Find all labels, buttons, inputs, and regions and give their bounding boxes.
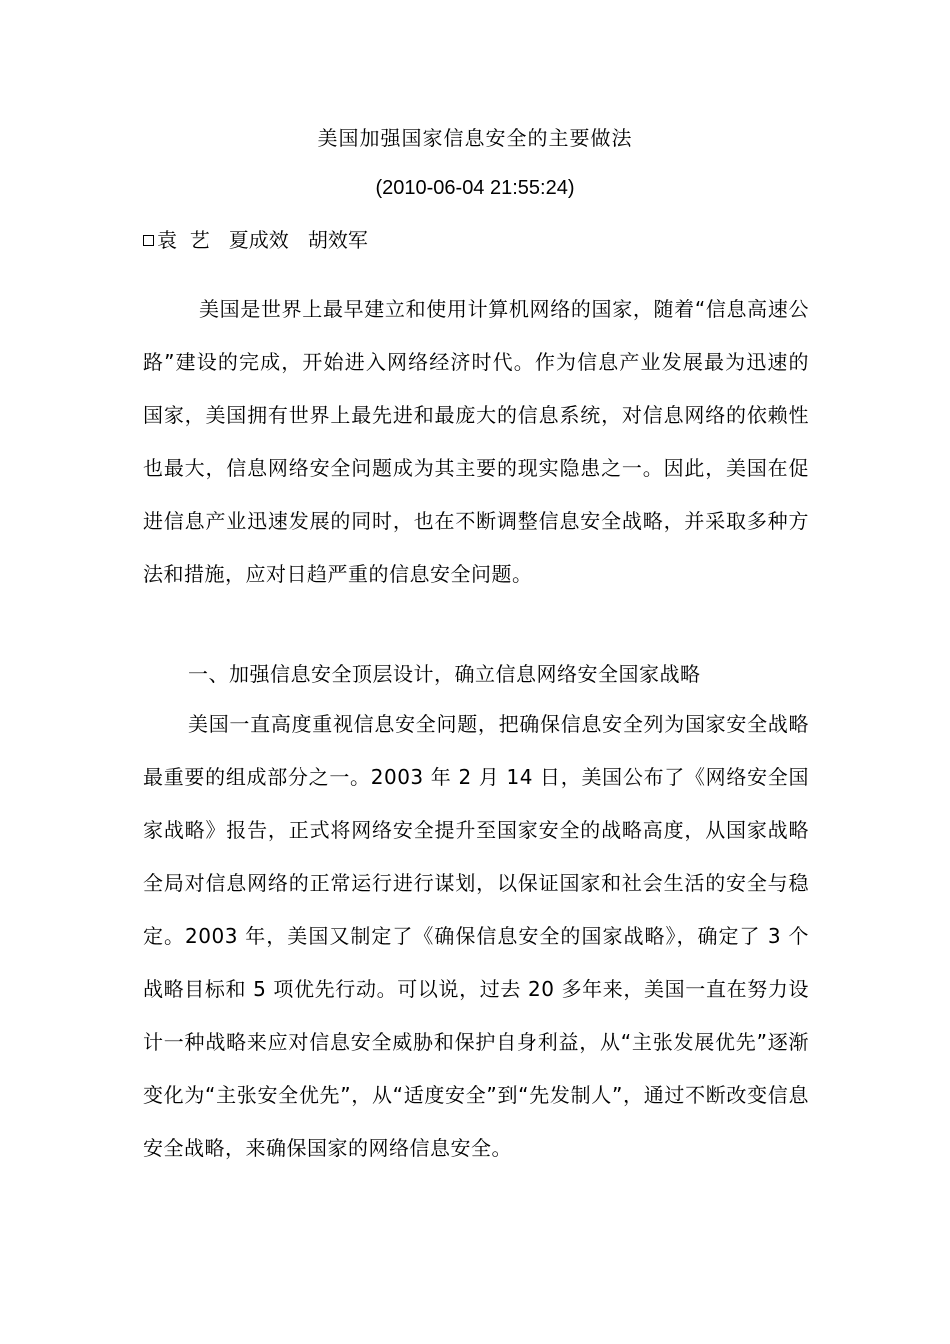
author-names: 袁 艺 夏成效 胡效军: [157, 228, 368, 252]
bullet-box-icon: [143, 235, 154, 246]
document-title: 美国加强国家信息安全的主要做法: [317, 126, 633, 150]
intro-paragraph: 美国是世界上最早建立和使用计算机网络的国家，随着“信息高速公路”建设的完成，开始进入网络经济时代。作为信息产业发展最为迅速的国家，美国拥有世界上最先进和最庞大的信息系统，对信息网络的依赖性也最大，信息网络安全问题成为其主要的现实隐患之一。因此，美国在促进信息产业迅速发展的同时，也在不断调整信息安全战略，并采取多种方法和措施，应对日趋严重的信息安全问题。: [143, 297, 809, 586]
author-line: [143, 226, 368, 254]
publish-date: (2010-06-04 21:55:24): [375, 177, 575, 199]
section-paragraph: 美国一直高度重视信息安全问题，把确保信息安全列为国家安全战略最重要的组成部分之一。2003 年 2 月 14 日，美国公布了《网络安全国家战略》报告，正式将网络安全提升至国家安全的战略高度，从国家战略全局对信息网络的正常运行进行谋划，以保证国家和社会生活的安全与稳定。2003 年，美国又制定了《确保信息安全的国家战略》，确定了 3 个战略目标和 5 项优先行动。可以说，过去 20 多年来，美国一直在努力设计一种战略来应对信息安全威胁和保护自身利益，从“主张发展优先”逐渐变化为“主张安全优先”，从“适度安全”到“先发制人”，通过不断改变信息安全战略，来确保国家的网络信息安全。: [143, 712, 809, 1160]
section-heading: 一、加强信息安全顶层设计，确立信息网络安全国家战略: [188, 662, 701, 686]
